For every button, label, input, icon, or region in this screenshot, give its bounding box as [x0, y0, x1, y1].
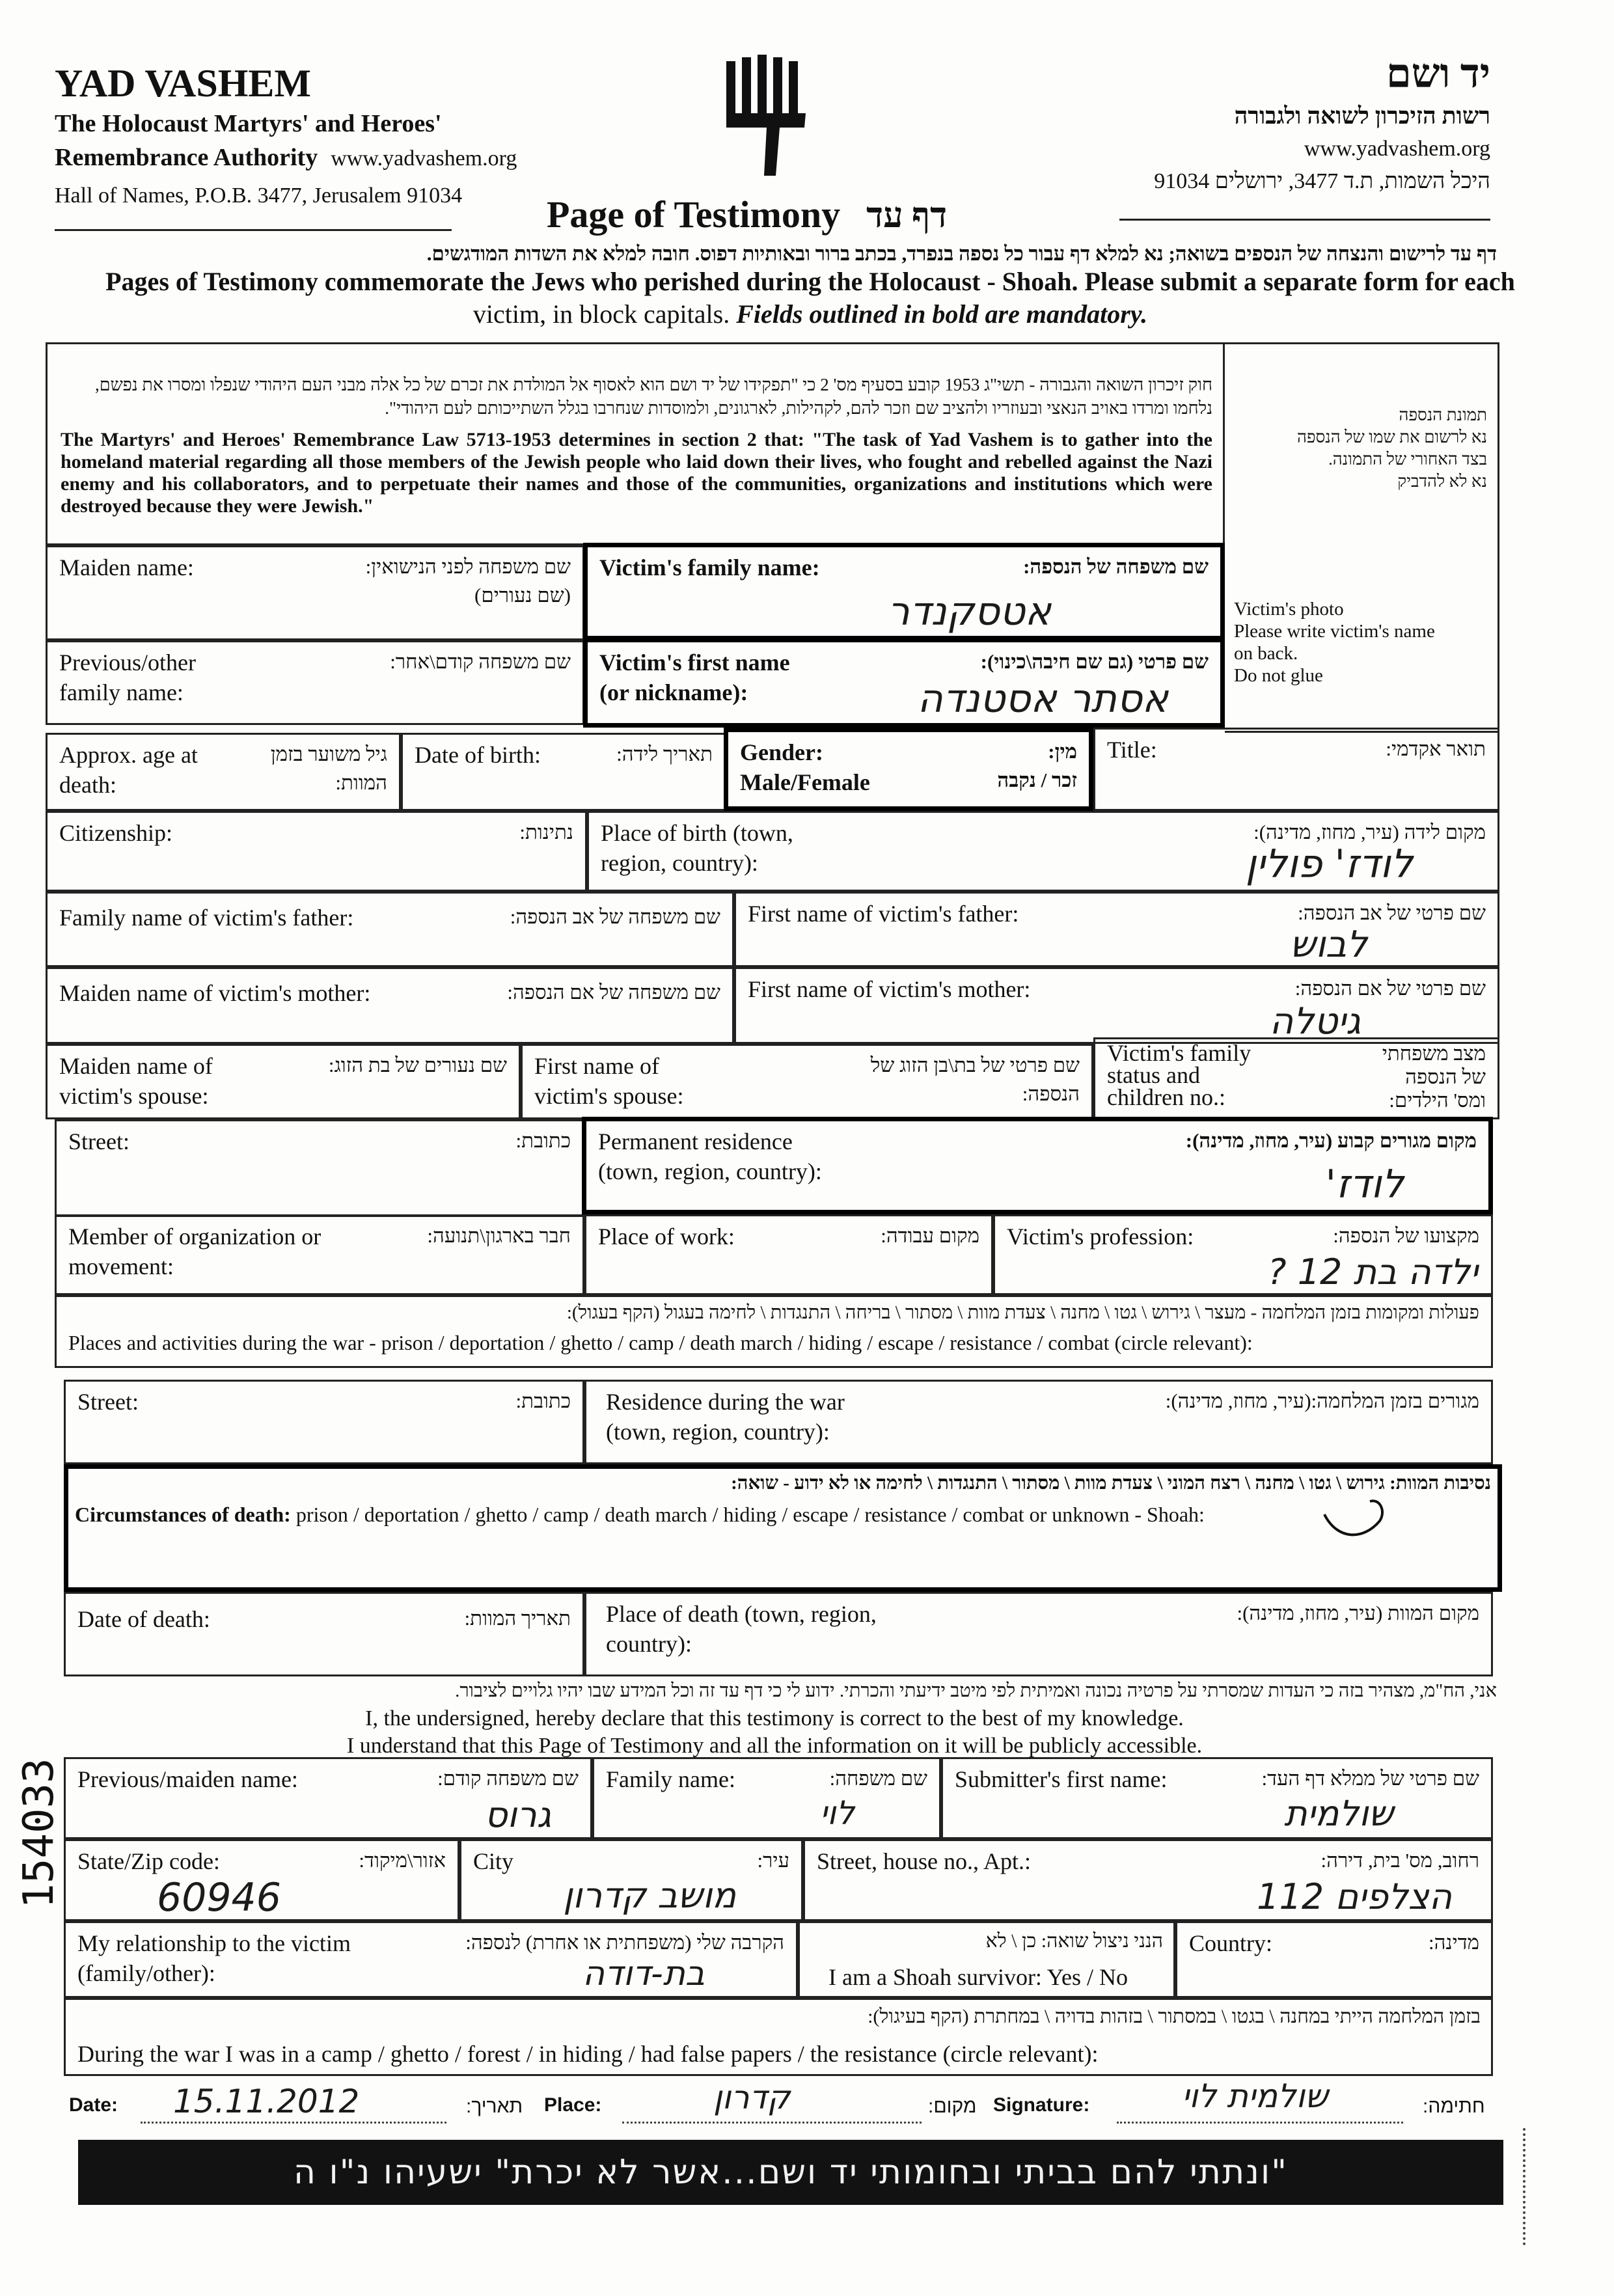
declaration-en-1: I, the undersigned, hereby declare that this testimony is correct to the best of my knowledge.: [365, 1706, 1184, 1730]
intro-en-line1: Pages of Testimony commemorate the Jews who perished during the Holocaust - Shoah. Please submit a separate form for each: [105, 267, 1515, 296]
label-submitter-relationship-1: My relationship to the victim: [77, 1930, 351, 1956]
footer-banner-text: "ונתתי להם בביתי ובחומותי יד ושם...אשר לא יכרת" ישעיהו נ"ו ה: [293, 2153, 1289, 2192]
field-victim-first-name[interactable]: [583, 638, 1225, 728]
field-place-of-work[interactable]: [584, 1214, 993, 1295]
label-war-residence-he: מגורים בזמן המלחמה:(עיר, מחוז, מדינה):: [1165, 1389, 1479, 1412]
field-date-of-death[interactable]: [64, 1592, 584, 1676]
signature-row: [62, 2077, 1494, 2128]
website-en: www.yadvashem.org: [331, 146, 517, 171]
field-spouse-maiden-name[interactable]: [46, 1044, 521, 1119]
label-member-org-1: Member of organization or: [68, 1223, 321, 1250]
label-approx-age-1: Approx. age at: [59, 742, 198, 768]
field-places-activities[interactable]: [55, 1295, 1493, 1368]
label-war-residence-1: Residence during the war: [606, 1389, 845, 1415]
label-date-of-birth: Date of birth:: [415, 742, 541, 768]
yad-vashem-logo: [721, 55, 819, 178]
label-father-family-name: Family name of victim's father:: [59, 905, 354, 931]
label-family-status-1: Victim's family: [1107, 1040, 1252, 1066]
label-submitter-previous-name: Previous/maiden name:: [77, 1766, 298, 1792]
label-member-org-he: חבר בארגון\תנועה:: [427, 1224, 571, 1247]
footer-banner: [78, 2140, 1503, 2205]
website-he-side: www.yadvashem.org: [1304, 137, 1490, 161]
photo-he-4: נא לא להדביק: [1397, 472, 1487, 491]
address-en: Hall of Names, P.O.B. 3477, Jerusalem 91034: [55, 184, 463, 208]
label-gender-2: Male/Female: [740, 769, 870, 795]
label-submitter-city: City: [473, 1848, 514, 1874]
label-war-street: Street:: [77, 1389, 139, 1415]
form-title-en: Page of Testimony: [547, 193, 841, 236]
field-maiden-name[interactable]: [46, 545, 584, 640]
label-permanent-residence-he: מקום מגורים קבוע (עיר, מחוז, מדינה):: [1185, 1129, 1477, 1152]
value-profession[interactable]: ילדה בת 12 ?: [1267, 1251, 1478, 1292]
label-submitter-street: Street, house no., Apt.:: [817, 1848, 1031, 1874]
label-father-family-name-he: שם משפחה של אב הנספה:: [510, 905, 720, 928]
law-text-he: חוק זיכרון השואה והגבורה - תשי"ג 1953 קובע בסעיף מס' 2 כי "תפקידו של יד ושם הוא לאסוף אל המולדת את זכרם של כל אלה מבני העם היהודי שנפלו ומסרו את נפשם, נלחמו ומרדו באויב הנאצי ובעוזריו ולהציב שם וזכר להם, לקהילות, לארגונים, ולמוסדות שנחרבו בגלל השתייכותם לעם היהודי".: [94, 375, 1212, 418]
header-rule-left: [55, 229, 452, 231]
label-war-residence-2: (town, region, country):: [606, 1419, 830, 1445]
label-circumstances-en-bold: Circumstances of death:: [75, 1503, 291, 1526]
field-place-of-death[interactable]: [584, 1592, 1493, 1676]
field-war-street[interactable]: [64, 1380, 584, 1464]
field-place-of-birth[interactable]: [587, 811, 1499, 892]
label-places-activities-he: פעולות ומקומות בזמן המלחמה - מעצר \ גירוש \ גטו \ מחנה \ צעדת מוות \ מסתור \ בריחה \ התנגדות \ לחימה בעגול (הקף בעגול):: [566, 1302, 1479, 1323]
declaration: [130, 1676, 1497, 1760]
declaration-he: אני, הח"מ, מצהיר בזה כי העדות שמסרתי על פרטיה נכונה ואמיתית לפי מיטב ידיעתי והכרתי. ידוע לי כי דף עד זה וכל המידע שבו יהיו גלויים לציבור.: [455, 1680, 1497, 1701]
value-submitter-first-name[interactable]: שולמית: [1284, 1793, 1393, 1834]
org-sub2-en: Remembrance Authority: [55, 144, 318, 171]
value-submitter-relationship[interactable]: בת-דודה: [582, 1954, 705, 1993]
field-submitter-street[interactable]: [803, 1839, 1493, 1921]
org-title-en: YAD VASHEM: [55, 62, 312, 105]
label-victim-family-name: Victim's family name:: [599, 554, 820, 581]
label-spouse-first-name-he-1: שם פרטי של בת\בן הזוג של: [870, 1054, 1080, 1076]
field-previous-family-name[interactable]: [46, 640, 584, 725]
field-submitter-first-name[interactable]: [941, 1757, 1493, 1839]
intro-he: דף עד לרישום והנצחה של הנספים בשואה; נא למלא דף עבור כל נספה בנפרד, בכתב ברור ובאותיות דפוס. חובה למלא את השדות המודגשים.: [426, 242, 1497, 265]
label-circumstances-he: נסיבות המוות: גירוש \ גטו \ מחנה \ רצח המוני \ צעדת מוות \ מסתור \ התנגדות \ לחימה או לא ידוע - שואה:: [731, 1473, 1491, 1494]
field-submitter-survivor[interactable]: [798, 1921, 1175, 1998]
org-sub-he: רשות הזיכרון לשואה ולגבורה: [1234, 103, 1490, 129]
org-title-he: יד ושם: [1386, 52, 1490, 96]
field-victim-family-name[interactable]: [583, 543, 1225, 640]
photo-he-3: בצד האחורי של התמונה.: [1328, 450, 1487, 469]
intro-en-line3: Fields outlined in bold are mandatory.: [736, 299, 1148, 329]
value-signature[interactable]: שולמית לוי: [1182, 2077, 1328, 2115]
label-title: Title:: [1107, 737, 1157, 763]
value-victim-first-name[interactable]: אסתר אסטנדה: [917, 676, 1168, 722]
intro-en: [52, 266, 1568, 331]
label-place-of-birth-1: Place of birth (town,: [601, 820, 793, 846]
label-permanent-residence-2: (town, region, country):: [598, 1158, 822, 1184]
field-member-org[interactable]: [55, 1214, 584, 1295]
label-family-status-he-1: מצב משפחתי: [1382, 1042, 1486, 1065]
photo-en-2: Please write victim's name: [1234, 621, 1435, 642]
field-submitter-relationship[interactable]: [64, 1921, 798, 1998]
value-place-of-birth[interactable]: לודז' פולין: [1245, 841, 1413, 887]
label-previous-family-name-he: שם משפחה קודם\אחר:: [390, 650, 571, 673]
field-father-family-name[interactable]: [46, 892, 734, 967]
field-father-first-name[interactable]: [734, 892, 1499, 967]
label-citizenship-he: נתינות:: [519, 821, 573, 843]
label-place-of-work-he: מקום עבודה:: [881, 1224, 979, 1247]
label-submitter-country: Country:: [1189, 1930, 1273, 1956]
label-place-of-birth-he: מקום לידה (עיר, מחוז, מדינה):: [1253, 821, 1486, 843]
field-spouse-first-name[interactable]: [521, 1044, 1093, 1119]
label-signature: Signature:: [993, 2094, 1090, 2116]
field-citizenship[interactable]: [46, 811, 587, 892]
label-place-he: מקום:: [928, 2096, 977, 2117]
label-submitter-first-name: Submitter's first name:: [955, 1766, 1168, 1792]
label-family-status-3: children no.:: [1107, 1084, 1225, 1110]
label-spouse-maiden-name-he: שם נעורים של בת הזוג:: [328, 1054, 507, 1076]
label-spouse-maiden-name-1: Maiden name of: [59, 1053, 213, 1079]
label-member-org-2: movement:: [68, 1253, 174, 1279]
field-submitter-previous-name[interactable]: [64, 1757, 592, 1839]
label-victim-first-name-he: שם פרטי (גם שם חיבה\כינוי):: [980, 650, 1209, 673]
photo-en-3: on back.: [1234, 643, 1298, 664]
label-maiden-name: Maiden name:: [59, 554, 194, 581]
label-submitter-zip-he: אזור\מיקוד:: [359, 1849, 446, 1872]
value-place[interactable]: קדרון: [713, 2079, 791, 2116]
label-street-he: כתובת:: [515, 1129, 571, 1152]
label-spouse-first-name-1: First name of: [534, 1053, 659, 1079]
field-family-status[interactable]: [1093, 1037, 1499, 1119]
label-submitter-relationship-he: הקרבה שלי (משפחתית או אחרת) לנספה:: [465, 1931, 784, 1954]
label-submitter-street-he: רחוב, מס' בית, דירה:: [1320, 1849, 1479, 1872]
label-spouse-first-name-2: victim's spouse:: [534, 1083, 684, 1109]
value-submitter-zip[interactable]: 60946: [157, 1875, 281, 1920]
label-father-first-name: First name of victim's father:: [748, 901, 1019, 927]
photo-box[interactable]: [1225, 342, 1499, 733]
label-title-he: תואר אקדמי:: [1386, 737, 1486, 760]
label-mother-maiden-name-he: שם משפחה של אם הנספה:: [507, 981, 720, 1004]
value-victim-family-name[interactable]: אטסקנדר: [887, 589, 1051, 635]
label-submitter-previous-name-he: שם משפחה קודם:: [437, 1767, 579, 1790]
declaration-en-2: I understand that this Page of Testimony and all the information on it will be publicly accessible.: [346, 1734, 1203, 1758]
form-title-he: דף עד: [866, 196, 948, 235]
label-family-status-2: status and: [1107, 1062, 1200, 1088]
label-family-status-he-2: של הנספה: [1405, 1065, 1486, 1088]
label-spouse-maiden-name-2: victim's spouse:: [59, 1083, 209, 1109]
field-mother-maiden-name[interactable]: [46, 967, 734, 1044]
label-spouse-first-name-he-2: הנספה:: [1022, 1082, 1080, 1105]
intro-en-line2: victim, in block capitals.: [472, 299, 730, 329]
field-approx-age[interactable]: [46, 733, 401, 811]
label-submitter-city-he: עיר:: [757, 1849, 789, 1872]
label-submitter-country-he: מדינה:: [1429, 1931, 1479, 1954]
org-header-he: [1054, 49, 1490, 198]
field-during-war[interactable]: [64, 1998, 1493, 2076]
label-gender-he-1: מין:: [1048, 740, 1077, 763]
label-place-of-work: Place of work:: [598, 1223, 735, 1250]
value-submitter-city[interactable]: מושב קדרון: [563, 1875, 736, 1916]
law-text-en: The Martyrs' and Heroes' Remembrance Law 5713-1953 determines in section 2 that: "The task of Yad Vashem is to gather into the homeland material regarding all those members of the Jewish people who laid down their lives, who fought and rebelled against the Nazi enemy and his collaborators, and to perpetuate their names and those of the communities, organizations and institutions which were destroyed because they were Jewish.": [61, 429, 1212, 517]
photo-he-2: נא לרשום את שמו של הנספה: [1296, 428, 1487, 446]
value-father-first-name[interactable]: לבוש: [1289, 923, 1367, 966]
label-date-of-birth-he: תאריך לידה:: [616, 743, 713, 765]
label-previous-family-name-1: Previous/other: [59, 649, 196, 676]
value-date[interactable]: 15.11.2012: [173, 2083, 360, 2120]
label-profession: Victim's profession:: [1007, 1223, 1194, 1250]
field-mother-first-name[interactable]: [734, 967, 1499, 1044]
label-mother-maiden-name: Maiden name of victim's mother:: [59, 980, 371, 1006]
label-submitter-survivor-he: הנני ניצול שואה: כן \ לא: [985, 1930, 1163, 1952]
label-submitter-survivor-en: I am a Shoah survivor: Yes / No: [828, 1964, 1128, 1990]
label-date-he: תאריך:: [466, 2096, 523, 2117]
field-profession[interactable]: [993, 1214, 1493, 1295]
field-gender[interactable]: [724, 728, 1093, 811]
label-profession-he: מקצועו של הנספה:: [1333, 1224, 1479, 1247]
photo-en-1: Victim's photo: [1234, 599, 1344, 620]
label-date: Date:: [69, 2094, 118, 2116]
label-mother-first-name: First name of victim's mother:: [748, 976, 1031, 1002]
field-submitter-family-name[interactable]: [592, 1757, 941, 1839]
photo-he-1: תמונת הנספה: [1399, 405, 1487, 424]
label-submitter-first-name-he: שם פרטי של ממלא דף העד:: [1261, 1767, 1479, 1790]
field-submitter-zip[interactable]: [64, 1839, 459, 1921]
label-during-war-en: During the war I was in a camp / ghetto / forest / in hiding / had false papers / the resistance (circle relevant):: [77, 2041, 1099, 2067]
org-sub1-en: The Holocaust Martyrs' and Heroes': [55, 110, 442, 137]
label-victim-first-name-2: (or nickname):: [599, 679, 748, 705]
label-date-of-death: Date of death:: [77, 1606, 210, 1632]
label-places-activities-en: Places and activities during the war - prison / deportation / ghetto / camp / death march / hiding / escape / resistance / combat (circle relevant):: [68, 1331, 1253, 1354]
org-header-en: [55, 60, 640, 212]
label-citizenship: Citizenship:: [59, 820, 172, 846]
label-during-war-he: בזמן המלחמה הייתי במחנה \ בגטו \ במסתור \ בזהות בדויה \ במחתרת (הקף בעיגול):: [868, 2006, 1481, 2027]
label-approx-age-he-2: המוות:: [335, 771, 387, 794]
label-date-of-death-he: תאריך המוות:: [464, 1607, 571, 1630]
label-father-first-name-he: שם פרטי של אב הנספה:: [1298, 901, 1486, 924]
label-circumstances-en: prison / deportation / ghetto / camp / death march / hiding / escape / resistance / combat or unknown - Shoah:: [295, 1503, 1205, 1526]
value-submitter-previous-name[interactable]: גרוס: [484, 1794, 551, 1835]
law-box: [46, 342, 1225, 545]
form-title: [547, 193, 1067, 236]
field-permanent-residence[interactable]: [582, 1117, 1493, 1214]
label-gender-he-2: זכר / נקבה: [997, 769, 1077, 791]
label-mother-first-name-he: שם פרטי של אם הנספה:: [1294, 977, 1486, 1000]
edge-marks: [1523, 2128, 1536, 2245]
label-war-street-he: כתובת:: [515, 1389, 571, 1412]
label-approx-age-2: death:: [59, 772, 116, 798]
value-submitter-street[interactable]: הצלפים 112: [1257, 1876, 1452, 1917]
value-mother-first-name[interactable]: גיטלה: [1269, 1000, 1361, 1043]
circle-mark-shoah: [1318, 1488, 1396, 1547]
field-street[interactable]: [55, 1119, 584, 1217]
field-submitter-city[interactable]: [459, 1839, 803, 1921]
label-submitter-zip: State/Zip code:: [77, 1848, 220, 1874]
field-title[interactable]: [1093, 728, 1499, 811]
label-maiden-name-he2: (שם נעורים): [474, 584, 571, 607]
label-place-of-death-2: country):: [606, 1631, 692, 1657]
field-war-residence[interactable]: [584, 1380, 1493, 1464]
label-submitter-relationship-2: (family/other):: [77, 1960, 215, 1986]
address-he: היכל השמות, ת.ד 3477, ירושלים 91034: [1154, 169, 1490, 193]
label-signature-he: חתימה:: [1423, 2096, 1485, 2117]
label-street: Street:: [68, 1128, 130, 1155]
label-gender-1: Gender:: [740, 739, 823, 765]
label-place: Place:: [544, 2094, 602, 2116]
header-rule-right: [1119, 219, 1490, 221]
label-permanent-residence-1: Permanent residence: [598, 1128, 793, 1155]
field-date-of-birth[interactable]: [401, 733, 726, 811]
value-permanent-residence[interactable]: לודז': [1325, 1162, 1404, 1207]
label-approx-age-he-1: גיל משוער בזמן: [270, 743, 387, 765]
stamp-number: 154033: [15, 1758, 63, 1909]
label-submitter-family-name-he: שם משפחה:: [829, 1767, 927, 1790]
label-family-status-he-3: ומס' הילדים:: [1389, 1089, 1486, 1112]
label-maiden-name-he: שם משפחה לפני הנישואין:: [365, 555, 571, 578]
field-circumstances[interactable]: [64, 1464, 1502, 1592]
photo-en-4: Do not glue: [1234, 665, 1323, 686]
label-previous-family-name-2: family name:: [59, 679, 184, 705]
label-place-of-birth-2: region, country):: [601, 850, 758, 876]
label-victim-first-name-1: Victim's first name: [599, 649, 790, 676]
label-place-of-death-1: Place of death (town, region,: [606, 1601, 877, 1627]
label-submitter-family-name: Family name:: [606, 1766, 735, 1792]
label-victim-family-name-he: שם משפחה של הנספה:: [1023, 555, 1209, 578]
value-submitter-family-name[interactable]: לוי: [819, 1794, 855, 1832]
field-submitter-country[interactable]: [1175, 1921, 1493, 1998]
label-place-of-death-he: מקום המוות (עיר, מחוז, מדינה):: [1237, 1602, 1479, 1624]
